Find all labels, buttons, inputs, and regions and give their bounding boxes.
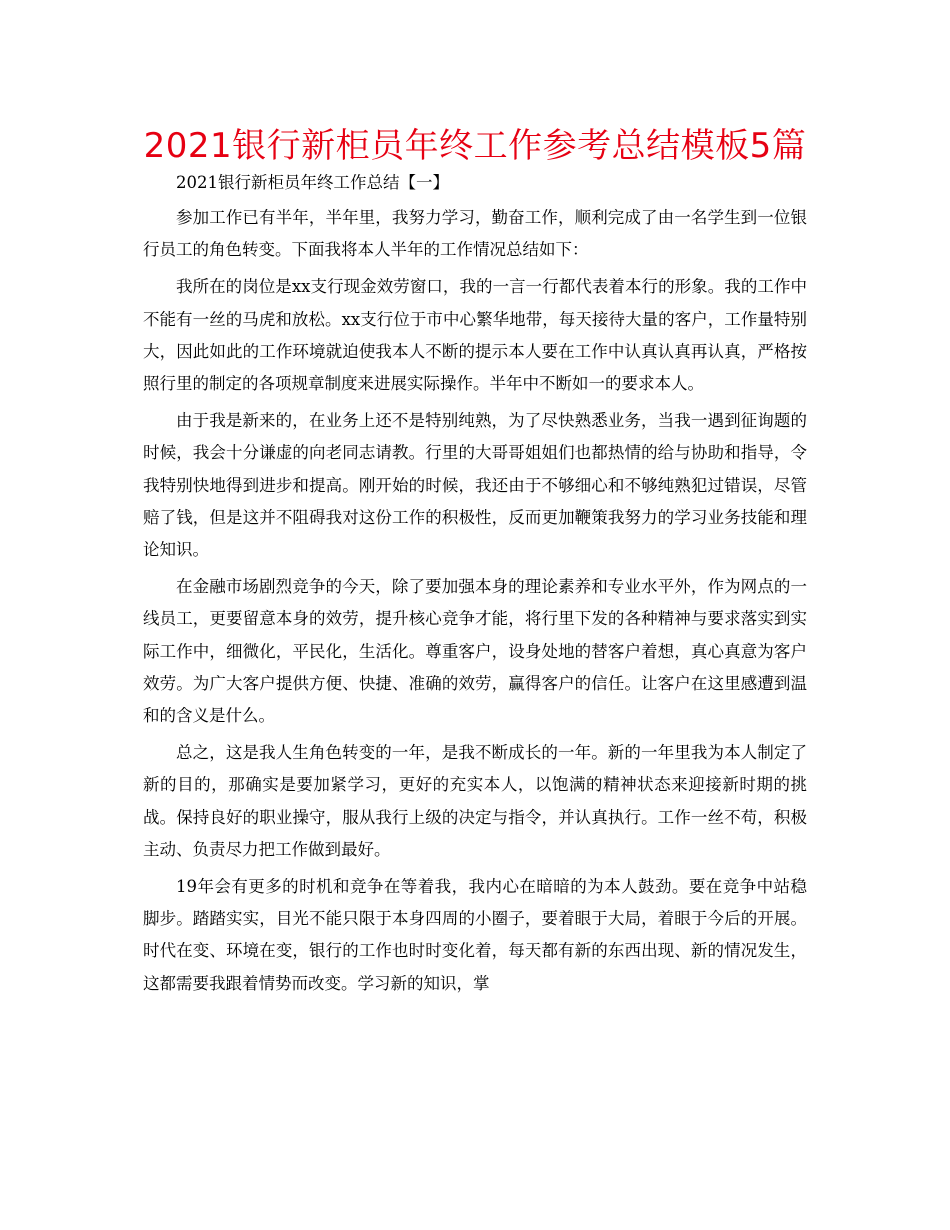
paragraph-3: 由于我是新来的，在业务上还不是特别纯熟，为了尽快熟悉业务，当我一遇到征询题的时候，我会十分谦虚的向老同志请教。行里的大哥哥姐姐们也都热情的给与协助和指导，令我特别快地得到进步和提高。刚开始的时候，我还由于不够细心和不够纯熟犯过错误，尽管赔了钱，但是这并不阻碍我对这份工作的积极性，反而更加鞭策我努力的学习业务技能和理论知识。 <box>143 411 807 560</box>
paragraph-4: 在金融市场剧烈竞争的今天，除了要加强本身的理论素养和专业水平外，作为网点的一线员工，更要留意本身的效劳，提升核心竞争才能，将行里下发的各种精神与要求落实到实际工作中，细微化，平民化，生活化。尊重客户，设身处地的替客户着想，真心真意为客户效劳。为广大客户提供方便、快捷、准确的效劳，赢得客户的信任。让客户在这里感遭到温和的含义是什么。 <box>143 577 807 726</box>
paragraph-2: 我所在的岗位是xx支行现金效劳窗口，我的一言一行都代表着本行的形象。我的工作中不能有一丝的马虎和放松。xx支行位于市中心繁华地带，每天接待大量的客户，工作量特别大，因此如此的工作环境就迫使我本人不断的提示本人要在工作中认真认真再认真，严格按照行里的制定的各项规章制度来进展实际操作。半年中不断如一的要求本人。 <box>143 277 807 394</box>
paragraph-5: 总之，这是我人生角色转变的一年，是我不断成长的一年。新的一年里我为本人制定了新的目的，那确实是要加紧学习，更好的充实本人，以饱满的精神状态来迎接新时期的挑战。保持良好的职业操守，服从我行上级的决定与指令，并认真执行。工作一丝不苟，积极主动、负责尽力把工作做到最好。 <box>143 743 807 859</box>
paragraph-1: 参加工作已有半年，半年里，我努力学习，勤奋工作，顺利完成了由一名学生到一位银行员工的角色转变。下面我将本人半年的工作情况总结如下： <box>143 208 807 260</box>
section-heading: 2021银行新柜员年终工作总结【一】 <box>176 173 449 192</box>
document-body <box>143 170 807 1005</box>
paragraph-6: 19年会有更多的时机和竞争在等着我，我内心在暗暗的为本人鼓劲。要在竞争中站稳脚步。踏踏实实，目光不能只限于本身四周的小圈子，要着眼于大局，着眼于今后的开展。时代在变、环境在变，银行的工作也时时变化着，每天都有新的东西出现、新的情况发生，这都需要我跟着情势而改变。学习新的知识，掌 <box>143 877 807 993</box>
document-title: 2021银行新柜员年终工作参考总结模板5篇 <box>143 126 807 166</box>
